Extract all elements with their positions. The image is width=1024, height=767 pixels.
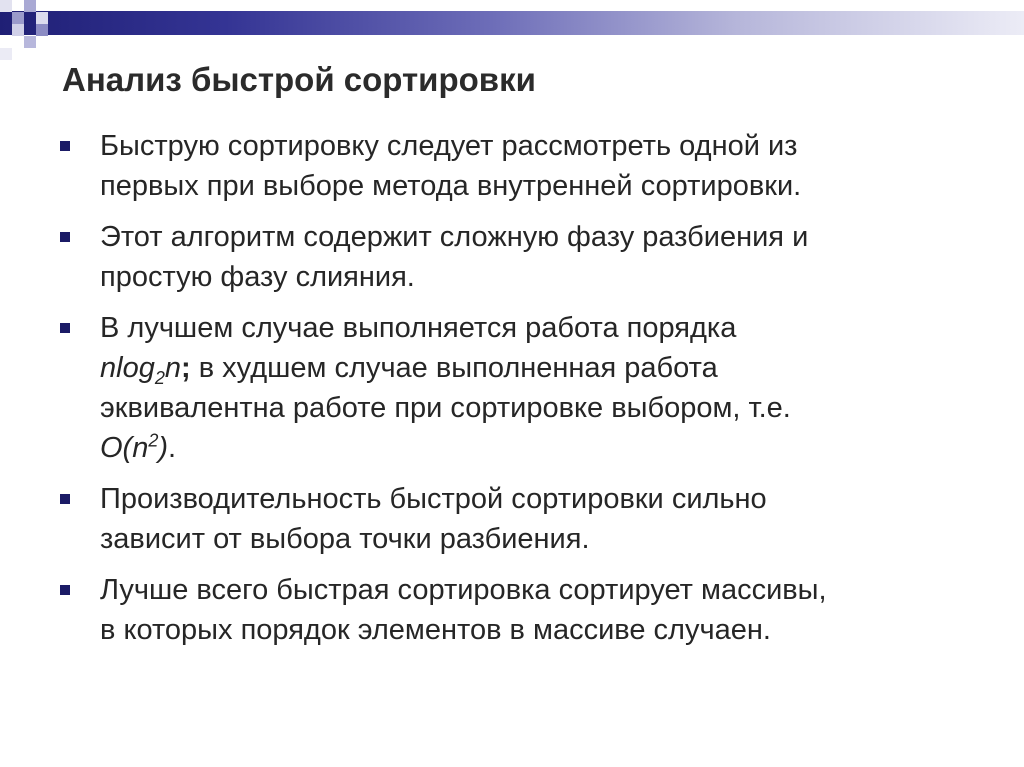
header-gradient-bar <box>0 11 1024 35</box>
formula-part: n <box>164 352 181 384</box>
bullet-list <box>60 126 980 661</box>
formula-part: O(n <box>100 432 149 464</box>
formula-part: ) <box>158 432 169 464</box>
bullet-line: Производительность быстрой сортировки сильно <box>100 483 767 515</box>
formula-best-case <box>100 352 181 388</box>
bullet-item <box>60 479 980 559</box>
bullet-line: зависит от выбора точки разбиения. <box>100 523 590 555</box>
decor-square <box>0 0 12 12</box>
square-bullet-icon <box>60 585 70 595</box>
square-bullet-icon <box>60 323 70 333</box>
decor-square <box>24 0 36 12</box>
bullet-line: Этот алгоритм содержит сложную фазу разбиения и <box>100 221 809 253</box>
decor-square <box>36 12 48 24</box>
decor-square <box>12 24 24 36</box>
bullet-item <box>60 126 980 206</box>
square-bullet-icon <box>60 141 70 151</box>
decor-square <box>12 12 24 24</box>
bullet-line: простую фазу слияния. <box>100 261 415 293</box>
square-bullet-icon <box>60 494 70 504</box>
decor-square <box>36 24 48 36</box>
formula-worst-case <box>100 432 168 464</box>
bullet-line: первых при выборе метода внутренней сортировки. <box>100 170 802 202</box>
bullet-line <box>100 348 980 388</box>
bullet-line: Лучше всего быстрая сортировка сортирует массивы, <box>100 574 827 606</box>
decor-square <box>24 36 36 48</box>
bullet-line <box>100 428 980 468</box>
bullet-item <box>60 308 980 468</box>
bullet-line: В лучшем случае выполняется работа порядка <box>100 312 737 344</box>
formula-subscript: 2 <box>154 367 165 388</box>
slide-title: Анализ быстрой сортировки <box>62 61 536 98</box>
bullet-line: эквивалентна работе при сортировке выбором, т.е. <box>100 392 791 424</box>
bullet-item <box>60 217 980 297</box>
square-bullet-icon <box>60 232 70 242</box>
decor-square <box>0 48 12 60</box>
formula-superscript: 2 <box>148 430 159 451</box>
bullet-line: Быструю сортировку следует рассмотреть одной из <box>100 130 798 162</box>
bullet-line-text: в худшем случае выполненная работа <box>190 352 718 384</box>
formula-part: nlog <box>100 352 155 384</box>
bullet-item <box>60 570 980 650</box>
bullet-line: в которых порядок элементов в массиве случаен. <box>100 614 771 646</box>
formula-period: . <box>168 432 177 464</box>
formula-semicolon: ; <box>180 352 191 384</box>
header-decoration <box>0 0 1024 60</box>
